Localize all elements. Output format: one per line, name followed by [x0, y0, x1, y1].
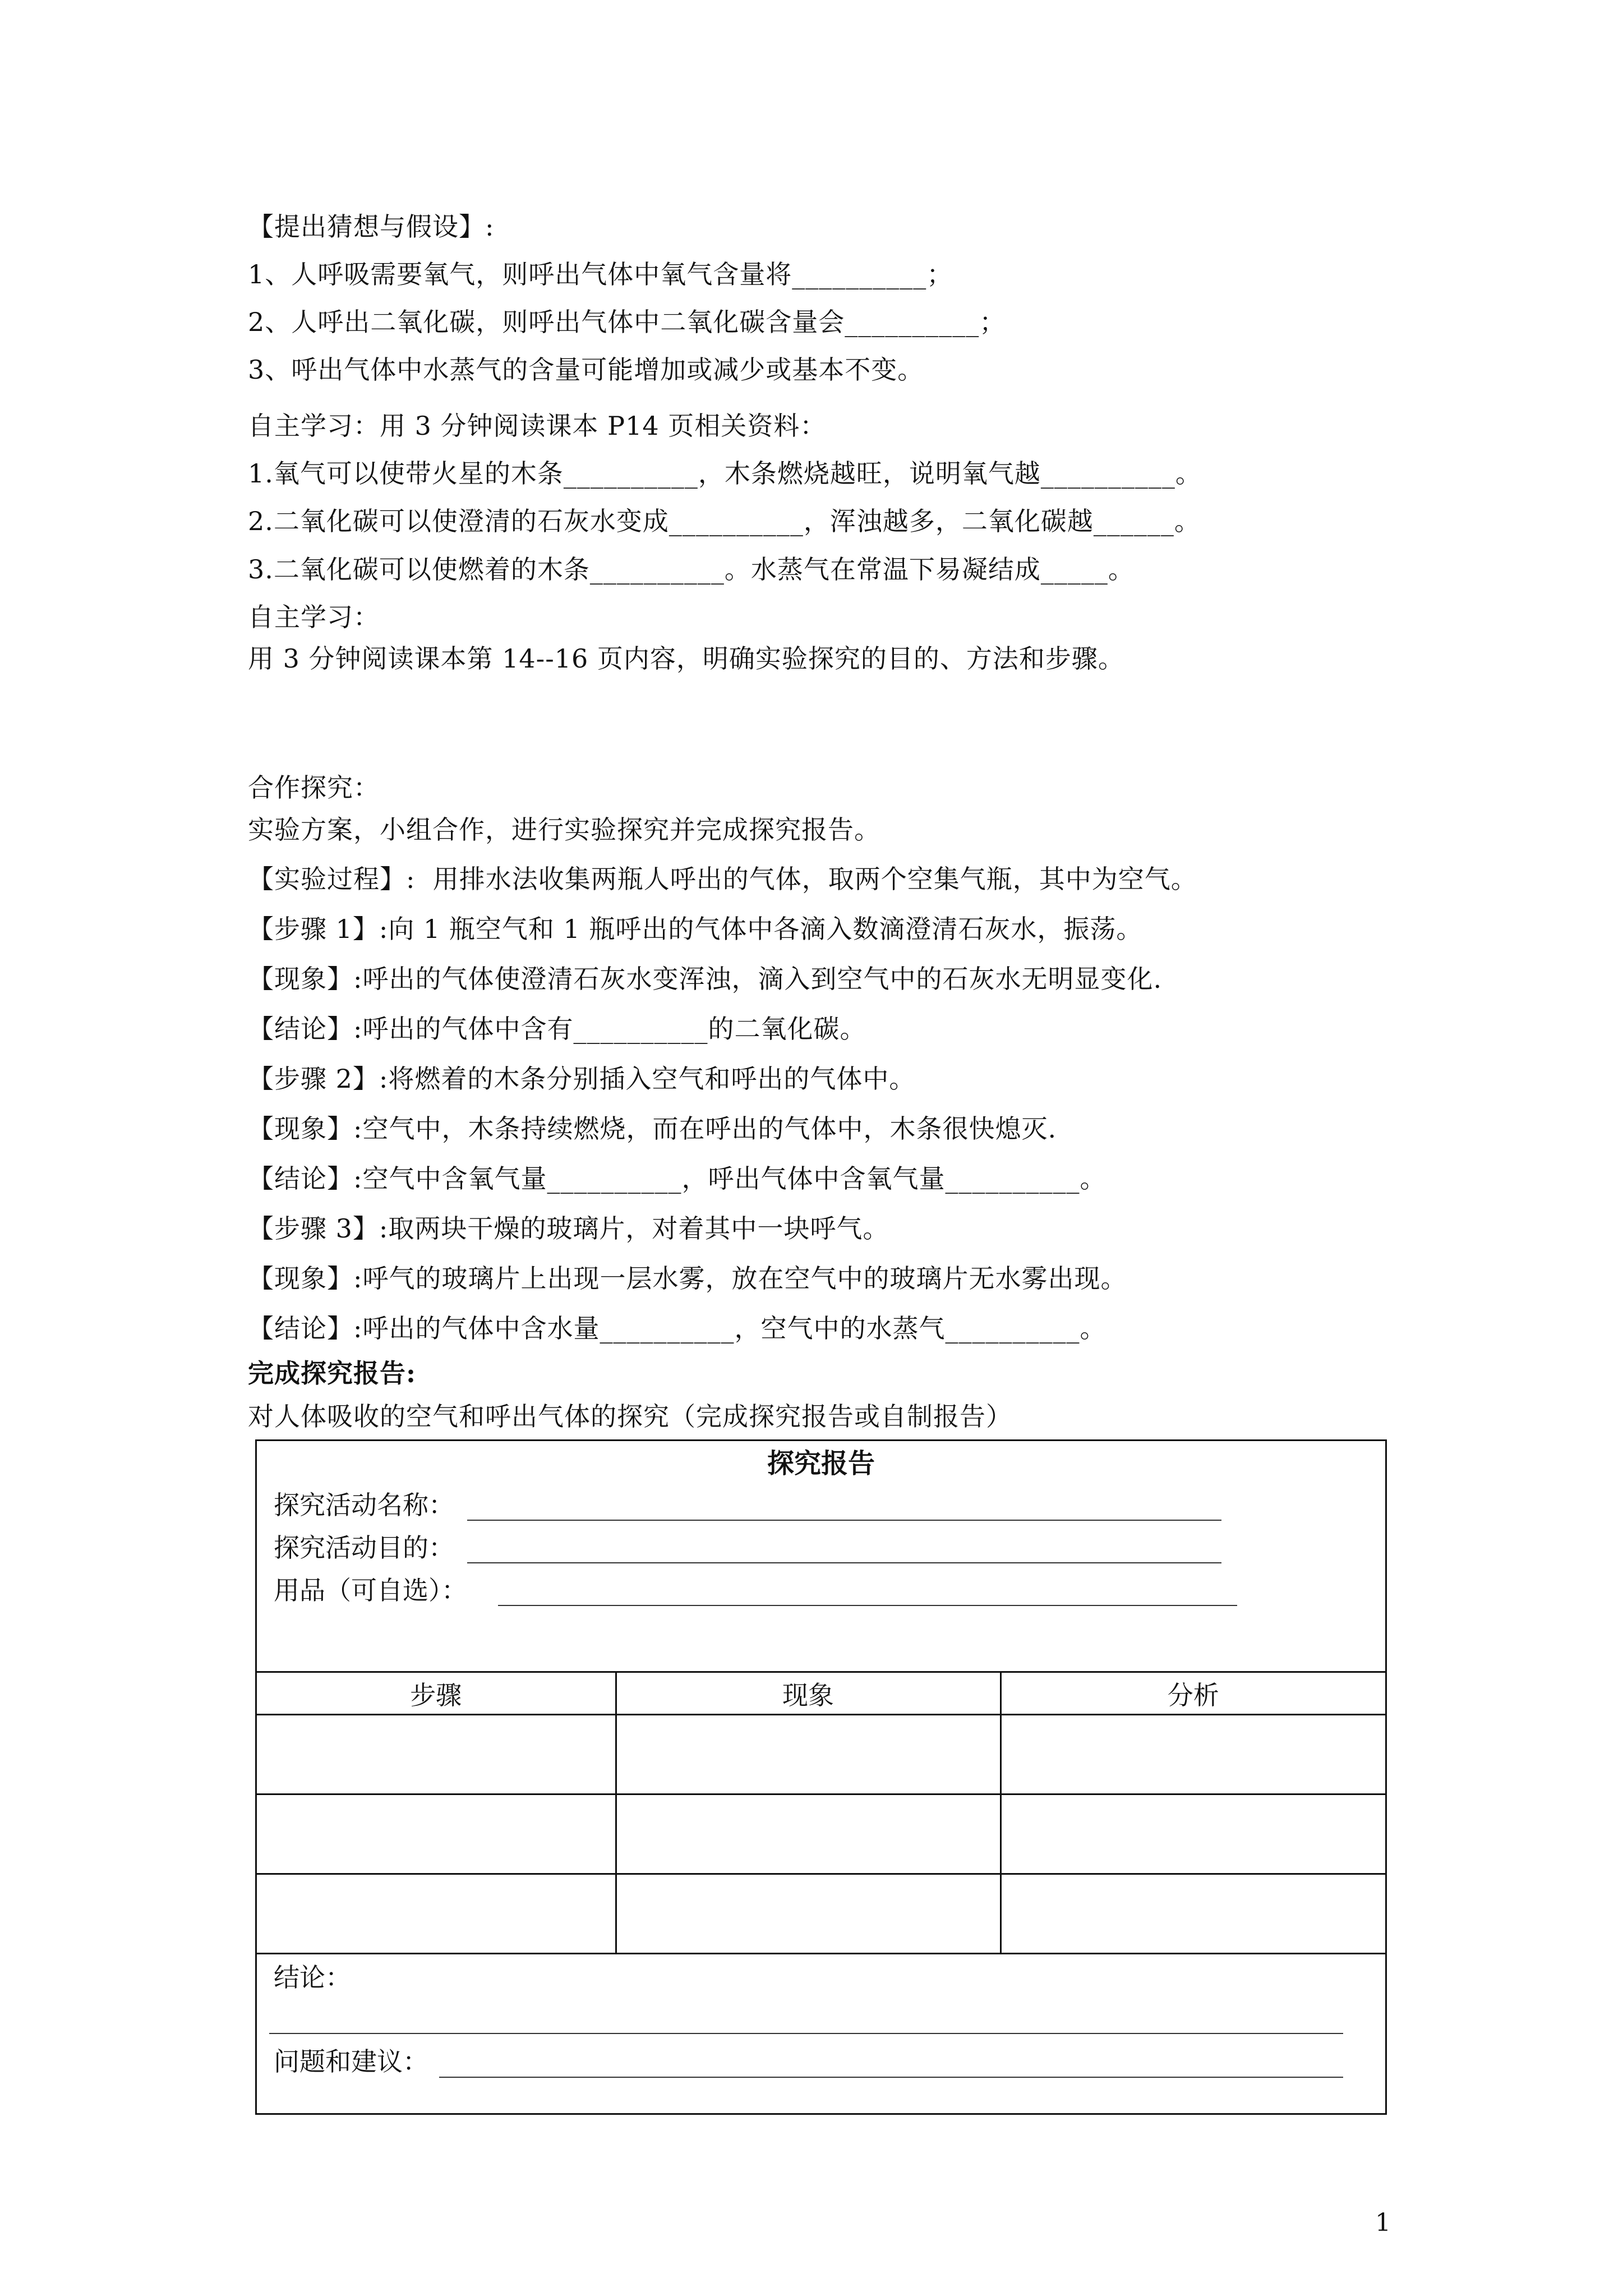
conclusion-line[interactable] [269, 2033, 1343, 2034]
self-study-item-3: 3.二氧化碳可以使燃着的木条__________。水蒸气在常温下易凝结成_____。 [248, 554, 1135, 585]
suggestion-line[interactable] [439, 2077, 1343, 2078]
table-cell[interactable] [616, 1795, 1000, 1874]
table-row [257, 1874, 1385, 1954]
step-1: 【步骤 1】:向 1 瓶空气和 1 瓶呼出的气体中各滴入数滴澄清石灰水，振荡。 [248, 914, 1143, 944]
self-study-item-2: 2.二氧化碳可以使澄清的石灰水变成__________，浑浊越多，二氧化碳越______。 [248, 506, 1201, 536]
activity-purpose-label: 探究活动目的： [274, 1533, 454, 1563]
conclusion-1: 【结论】:呼出的气体中含有__________的二氧化碳。 [248, 1014, 866, 1044]
items-line[interactable] [498, 1605, 1237, 1606]
self-study-title: 自主学习：用 3 分钟阅读课本 P14 页相关资料： [248, 411, 827, 441]
table-cell[interactable] [1000, 1874, 1385, 1954]
conclusion-label: 结论： [274, 1962, 351, 1993]
report-table [257, 1671, 1385, 1954]
table-cell[interactable] [616, 1874, 1000, 1954]
hypothesis-title: 【提出猜想与假设】: [248, 211, 495, 242]
table-cell[interactable] [1000, 1795, 1385, 1874]
hypothesis-item-3: 3、呼出气体中水蒸气的含量可能增加或减少或基本不变。 [248, 355, 924, 385]
header-phenomenon: 现象 [616, 1672, 1000, 1715]
table-header-row [257, 1672, 1385, 1715]
suggestion-label: 问题和建议： [274, 2046, 428, 2077]
report-title: 探究报告 [767, 1448, 875, 1479]
report-section-title: 完成探究报告: [248, 1358, 416, 1388]
activity-name-line[interactable] [467, 1520, 1221, 1521]
conclusion-2: 【结论】:空气中含氧气量__________，呼出气体中含氧气量__________。 [248, 1163, 1106, 1194]
phenomenon-3: 【现象】:呼气的玻璃片上出现一层水雾，放在空气中的玻璃片无水雾出现。 [248, 1263, 1127, 1294]
page-number: 1 [1375, 2208, 1391, 2237]
table-cell[interactable] [616, 1715, 1000, 1795]
report-section-desc: 对人体吸收的空气和呼出气体的探究（完成探究报告或自制报告） [248, 1401, 1012, 1432]
cooperative-intro: 实验方案，小组合作，进行实验探究并完成探究报告。 [248, 815, 880, 845]
self-study-2-text: 用 3 分钟阅读课本第 14--16 页内容，明确实验探究的目的、方法和步骤。 [248, 643, 1124, 674]
experiment-process: 【实验过程】: 用排水法收集两瓶人呼出的气体，取两个空集气瓶，其中为空气。 [248, 864, 1197, 894]
conclusion-3: 【结论】:呼出的气体中含水量__________，空气中的水蒸气__________。 [248, 1313, 1106, 1343]
header-analysis: 分析 [1000, 1672, 1385, 1715]
table-cell[interactable] [257, 1795, 616, 1874]
table-cell[interactable] [257, 1715, 616, 1795]
self-study-item-1: 1.氧气可以使带火星的木条__________，木条燃烧越旺，说明氧气越__________。 [248, 458, 1202, 489]
hypothesis-item-1: 1、人呼吸需要氧气，则呼出气体中氧气含量将__________； [248, 259, 953, 289]
activity-name-label: 探究活动名称： [274, 1490, 454, 1520]
cooperative-title: 合作探究： [248, 772, 380, 803]
items-label: 用品（可自选）： [274, 1575, 467, 1605]
table-cell[interactable] [257, 1874, 616, 1954]
step-3: 【步骤 3】:取两块干燥的玻璃片，对着其中一块呼气。 [248, 1213, 889, 1244]
phenomenon-2: 【现象】:空气中，木条持续燃烧，而在呼出的气体中，木条很快熄灭. [248, 1114, 1057, 1144]
report-box [255, 1439, 1387, 2115]
table-row [257, 1715, 1385, 1795]
activity-purpose-line[interactable] [467, 1562, 1221, 1563]
step-2: 【步骤 2】:将燃着的木条分别插入空气和呼出的气体中。 [248, 1064, 916, 1094]
header-step: 步骤 [257, 1672, 616, 1715]
table-row [257, 1795, 1385, 1874]
self-study-2-title: 自主学习： [248, 602, 380, 632]
table-cell[interactable] [1000, 1715, 1385, 1795]
phenomenon-1: 【现象】:呼出的气体使澄清石灰水变浑浊，滴入到空气中的石灰水无明显变化. [248, 964, 1163, 994]
hypothesis-item-2: 2、人呼出二氧化碳，则呼出气体中二氧化碳含量会__________； [248, 307, 1006, 337]
